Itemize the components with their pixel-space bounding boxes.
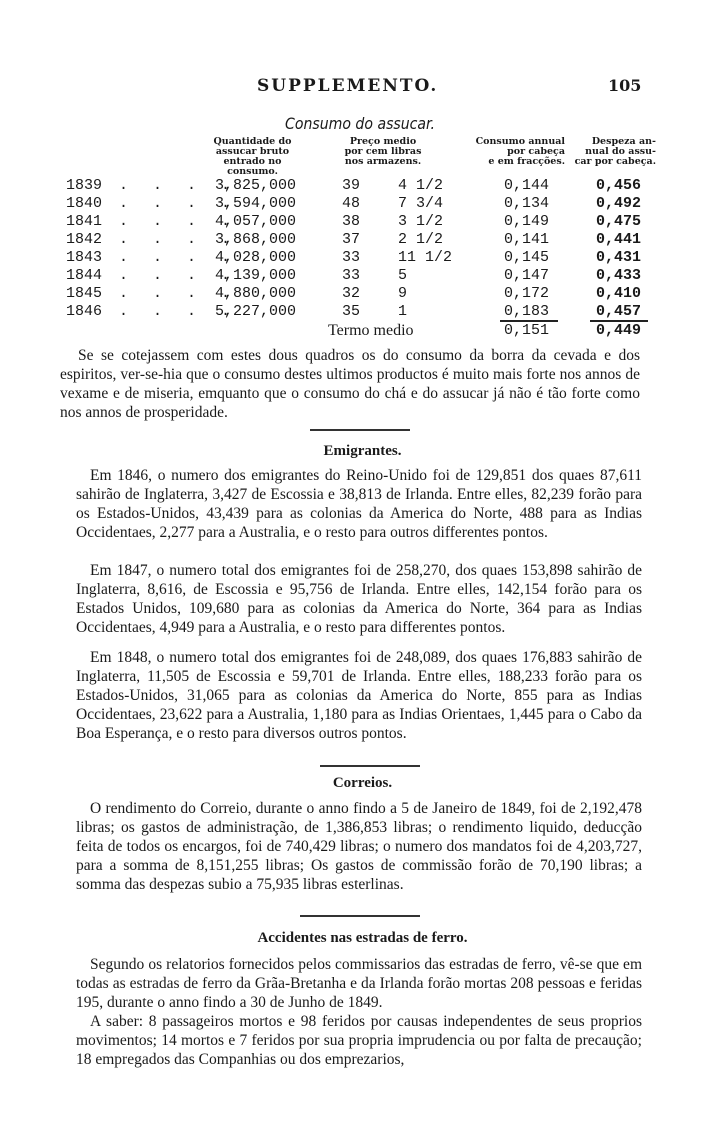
average-consumo: 0,151 — [504, 322, 550, 339]
consumo-cell: 0,183 — [504, 303, 550, 320]
column-header-line: por cabeça — [507, 146, 565, 157]
year-cell: 1843 — [66, 249, 103, 266]
quantity-cell: 3,594,000 — [215, 195, 297, 212]
quantity-cell: 4,028,000 — [215, 249, 297, 266]
column-header-quantity — [200, 137, 305, 177]
section-separator — [300, 915, 420, 917]
leader-dots: . . . . — [119, 177, 239, 194]
section-heading-accidentes: Accidentes nas estradas de ferro. — [257, 930, 468, 946]
consumo-cell: 0,144 — [504, 177, 550, 194]
price-pence-cell: 7 3/4 — [398, 195, 444, 212]
running-head — [0, 76, 725, 100]
price-pence-cell: 9 — [398, 285, 408, 302]
column-header-line: por cem libras — [344, 146, 422, 157]
price-shillings-cell: 37 — [342, 231, 361, 248]
consumo-cell: 0,172 — [504, 285, 550, 302]
emigrantes-paragraph-1847: Em 1847, o numero total dos emigrantes foi de 258,270, dos quaes 153,898 sahirão de Inglaterra, 8,616, de Escossia e 95,756 de Irlanda. Entre elles, 142,154 forão para os Estados Unidos, 109,680 para as colonias da America do Norte, 364 para as Indias Occidentaes, 4,949 para a Australia, e o resto para differentes pontos. — [76, 562, 642, 636]
table-row — [0, 177, 725, 195]
column-header-line: Preço medio — [349, 136, 417, 147]
column-header-line: nual do assu- — [585, 146, 656, 157]
year-cell: 1839 — [66, 177, 103, 194]
quantity-cell: 3,868,000 — [215, 231, 297, 248]
year-cell: 1844 — [66, 267, 103, 284]
correios-paragraph: O rendimento do Correio, durante o anno findo a 5 de Janeiro de 1849, foi de 2,192,478 libras; os gastos de administração, de 1,386,853 libras; o rendimento liquido, deducção feita de todos os encargos, foi de 740,429 libras; o numero dos mandatos foi de 4,203,727, para a somma de 8,151,255 libras; Os gastos de commissão forão de 70,190 libras; a somma das despezas subio a 75,935 libras esterlinas. — [76, 800, 642, 893]
table-row — [0, 195, 725, 213]
table-title: Consumo do assucar. — [285, 114, 436, 133]
price-pence-cell: 4 1/2 — [398, 177, 444, 194]
table-row — [0, 249, 725, 267]
year-cell: 1845 — [66, 285, 103, 302]
despeza-cell: 0,457 — [596, 303, 642, 320]
price-shillings-cell: 38 — [342, 213, 361, 230]
table-row — [0, 213, 725, 231]
price-pence-cell: 2 1/2 — [398, 231, 444, 248]
table-row — [0, 267, 725, 285]
section-separator — [310, 429, 410, 431]
column-header-line: Consumo annual — [475, 136, 565, 147]
comparison-paragraph: Se se cotejassem com estes dous quadros os do consumo da borra da cevada e dos espiritos, ver-se-hia que o consumo destes ultimos productos é muito mais forte nos annos de vexame e de miseria, emquanto que o consumo do chá e do assucar já não é tão forte como nos annos de prosperidade. — [60, 347, 640, 421]
quantity-cell: 4,057,000 — [215, 213, 297, 230]
leader-dots: . . . . — [119, 231, 239, 248]
consumo-cell: 0,141 — [504, 231, 550, 248]
column-header-line: assucar bruto — [215, 146, 290, 157]
leader-dots: . . . . — [119, 303, 239, 320]
consumo-cell: 0,147 — [504, 267, 550, 284]
section-separator — [320, 765, 420, 767]
quantity-cell: 3,825,000 — [215, 177, 297, 194]
emigrantes-paragraph-1848: Em 1848, o numero total dos emigrantes foi de 248,089, dos quaes 176,883 sahirão de Inglaterra, 11,505 de Escossia e 59,701 de Irlanda. Entre elles, 188,233 forão para os Estados-Unidos, 31,065 para as colonias da America do Norte, 855 para as Indias Occidentaes, 23,622 para a Australia, 1,180 para as Indias Orientaes, 1,445 para o Cabo da Boa Esperança, e o resto para diversos outros pontos. — [76, 649, 642, 742]
accidentes-paragraph-1: Segundo os relatorios fornecidos pelos commissarios das estradas de ferro, vê-se que em todas as estradas de ferro da Grãa-Bretanha e da Irlanda forão mortas 208 pessoas e feridas 195, durante o anno findo a 30 de Junho de 1849. — [76, 956, 642, 1011]
price-pence-cell: 5 — [398, 267, 408, 284]
column-header-line: e em fracções. — [488, 156, 565, 167]
despeza-cell: 0,492 — [596, 195, 642, 212]
price-pence-cell: 3 1/2 — [398, 213, 444, 230]
consumo-cell: 0,134 — [504, 195, 550, 212]
column-header-line: entrado no consumo. — [223, 156, 282, 177]
column-header-price — [333, 137, 433, 167]
column-header-despeza — [566, 137, 656, 167]
table-row — [0, 231, 725, 249]
quantity-cell: 4,139,000 — [215, 267, 297, 284]
price-shillings-cell: 33 — [342, 267, 361, 284]
year-cell: 1840 — [66, 195, 103, 212]
leader-dots: . . . . — [119, 213, 239, 230]
leader-dots: . . . . — [119, 267, 239, 284]
despeza-cell: 0,475 — [596, 213, 642, 230]
year-cell: 1842 — [66, 231, 103, 248]
column-header-line: Despeza an- — [591, 136, 656, 147]
year-cell: 1841 — [66, 213, 103, 230]
price-shillings-cell: 35 — [342, 303, 361, 320]
despeza-cell: 0,410 — [596, 285, 642, 302]
average-despeza: 0,449 — [596, 322, 642, 339]
table-row — [0, 285, 725, 303]
page-number: 105 — [608, 76, 642, 95]
leader-dots: . . . . — [119, 249, 239, 266]
despeza-cell: 0,441 — [596, 231, 642, 248]
despeza-cell: 0,431 — [596, 249, 642, 266]
column-header-line: Quantidade do — [213, 136, 292, 147]
consumo-cell: 0,149 — [504, 213, 550, 230]
price-shillings-cell: 48 — [342, 195, 361, 212]
table-row — [0, 303, 725, 321]
quantity-cell: 4,880,000 — [215, 285, 297, 302]
price-pence-cell: 1 — [398, 303, 408, 320]
despeza-cell: 0,433 — [596, 267, 642, 284]
section-heading-emigrantes: Emigrantes. — [323, 443, 402, 459]
quantity-cell: 5,227,000 — [215, 303, 297, 320]
despeza-cell: 0,456 — [596, 177, 642, 194]
price-shillings-cell: 39 — [342, 177, 361, 194]
running-title: SUPPLEMENTO. — [257, 76, 439, 96]
column-header-line: nos armazens. — [344, 156, 422, 167]
leader-dots: . . . . — [119, 195, 239, 212]
year-cell: 1846 — [66, 303, 103, 320]
price-pence-cell: 11 1/2 — [398, 249, 453, 266]
column-header-consumo — [455, 137, 565, 167]
price-shillings-cell: 33 — [342, 249, 361, 266]
emigrantes-paragraph-1846: Em 1846, o numero dos emigrantes do Reino-Unido foi de 129,851 dos quaes 87,611 sahirão de Inglaterra, 3,427 de Escossia e 38,813 de Irlanda. Entre elles, 82,239 forão para os Estados-Unidos, 43,439 para as colonias da America do Norte, 488 para as Indias Occidentaes, 2,277 para a Australia, e o resto para outros differentes pontos. — [76, 467, 642, 541]
leader-dots: . . . . — [119, 285, 239, 302]
average-label: Termo medio — [328, 322, 414, 339]
column-header-line: car por cabeça. — [574, 156, 656, 167]
accidentes-paragraph-2: A saber: 8 passageiros mortos e 98 feridos por causas independentes de seus proprios movimentos; 14 mortos e 7 feridos por sua propria imprudencia ou por falta de precaução; 18 empregados das Companhias ou dos emprezarios, — [76, 1013, 642, 1068]
section-heading-correios: Correios. — [332, 775, 393, 791]
consumo-cell: 0,145 — [504, 249, 550, 266]
price-shillings-cell: 32 — [342, 285, 361, 302]
